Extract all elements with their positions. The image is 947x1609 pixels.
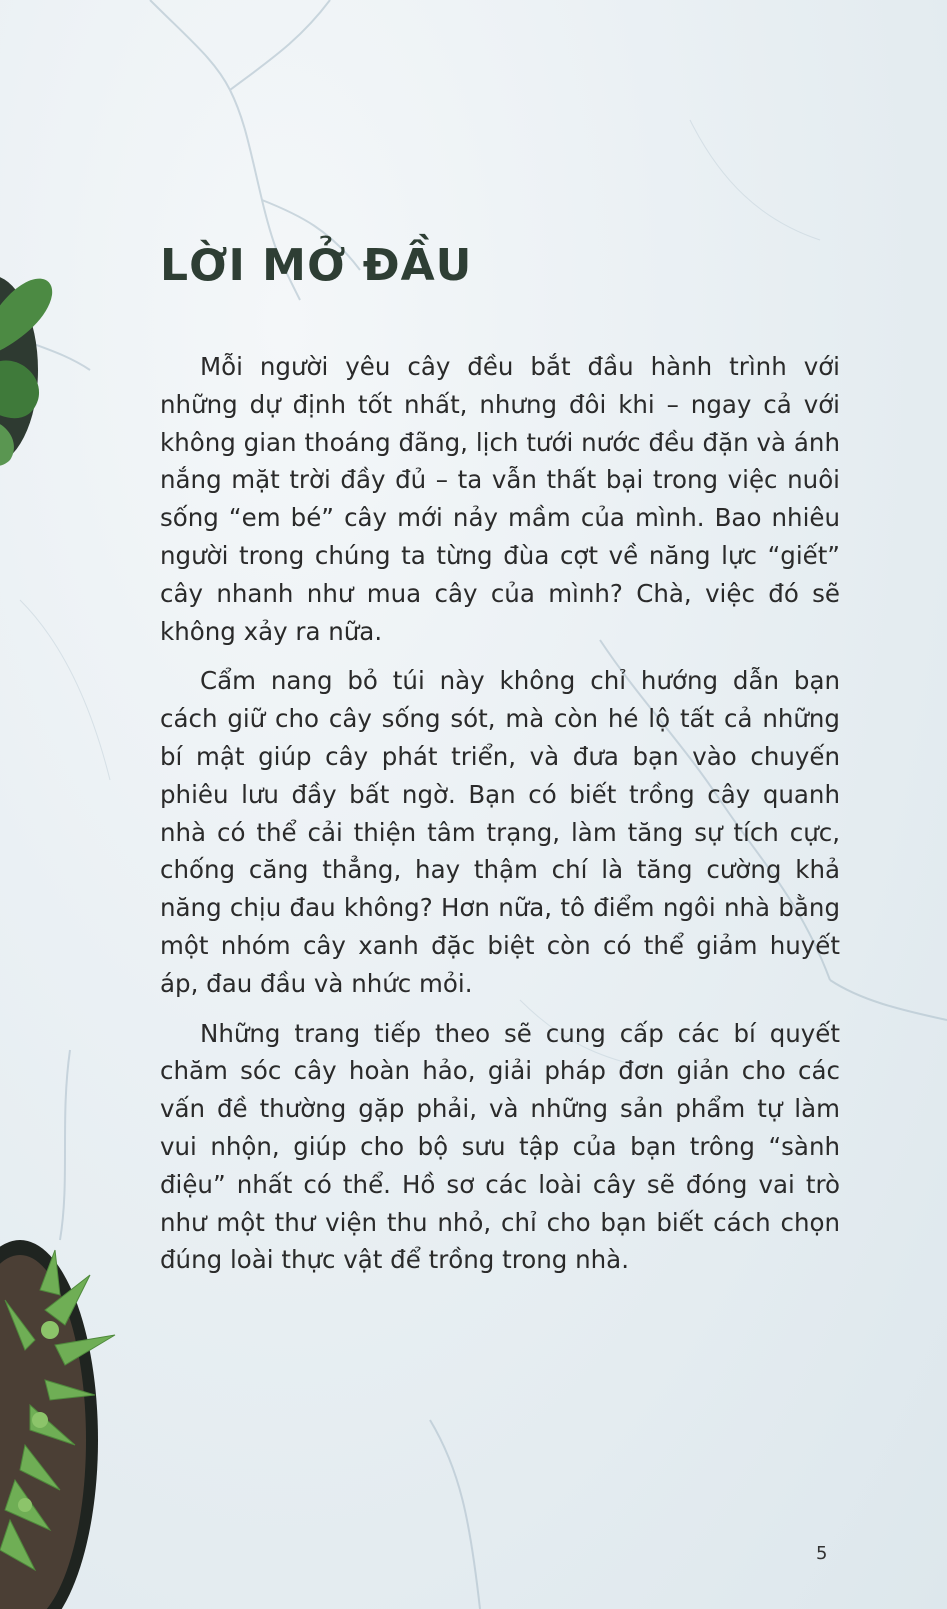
paragraph: Cẩm nang bỏ túi này không chỉ hướng dẫn bạn cách giữ cho cây sống sót, mà còn hé lộ tất cả những bí mật giúp cây phát triển, và đưa bạn vào chuyến phiêu lưu đầy bất ngờ. Bạn có biết trồng cây quanh nhà có thể cải thiện tâm trạng, làm tăng sự tích cực, chống căng thẳng, hay thậm chí là tăng cường khả năng chịu đau không? Hơn nữa, tô điểm ngôi nhà bằng một nhóm cây xanh đặc biệt còn có thể giảm huyết áp, đau đầu và nhức mỏi. <box>160 666 840 998</box>
intro-text <box>160 348 840 1291</box>
page-title: LỜI MỞ ĐẦU <box>160 240 473 291</box>
potted-succulent-image <box>0 1230 130 1609</box>
paragraph: Mỗi người yêu cây đều bắt đầu hành trình với những dự định tốt nhất, nhưng đôi khi – ngay cả với không gian thoáng đãng, lịch tưới nước đều đặn và ánh nắng mặt trời đầy đủ – ta vẫn thất bại trong việc nuôi sống “em bé” cây mới nảy mầm của mình. Bao nhiêu người trong chúng ta từng đùa cợt về năng lực “giết” cây nhanh như mua cây của mình? Chà, việc đó sẽ không xảy ra nữa. <box>160 352 840 646</box>
page-number: 5 <box>816 1543 828 1564</box>
succulent-plant-image <box>0 260 80 480</box>
paragraph: Những trang tiếp theo sẽ cung cấp các bí quyết chăm sóc cây hoàn hảo, giải pháp đơn giản cho các vấn đề thường gặp phải, và những sản phẩm tự làm vui nhộn, giúp cho bộ sưu tập của bạn trông “sành điệu” nhất có thể. Hồ sơ các loài cây sẽ đóng vai trò như một thư viện thu nhỏ, chỉ cho bạn biết cách chọn đúng loài thực vật để trồng trong nhà. <box>160 1018 840 1275</box>
